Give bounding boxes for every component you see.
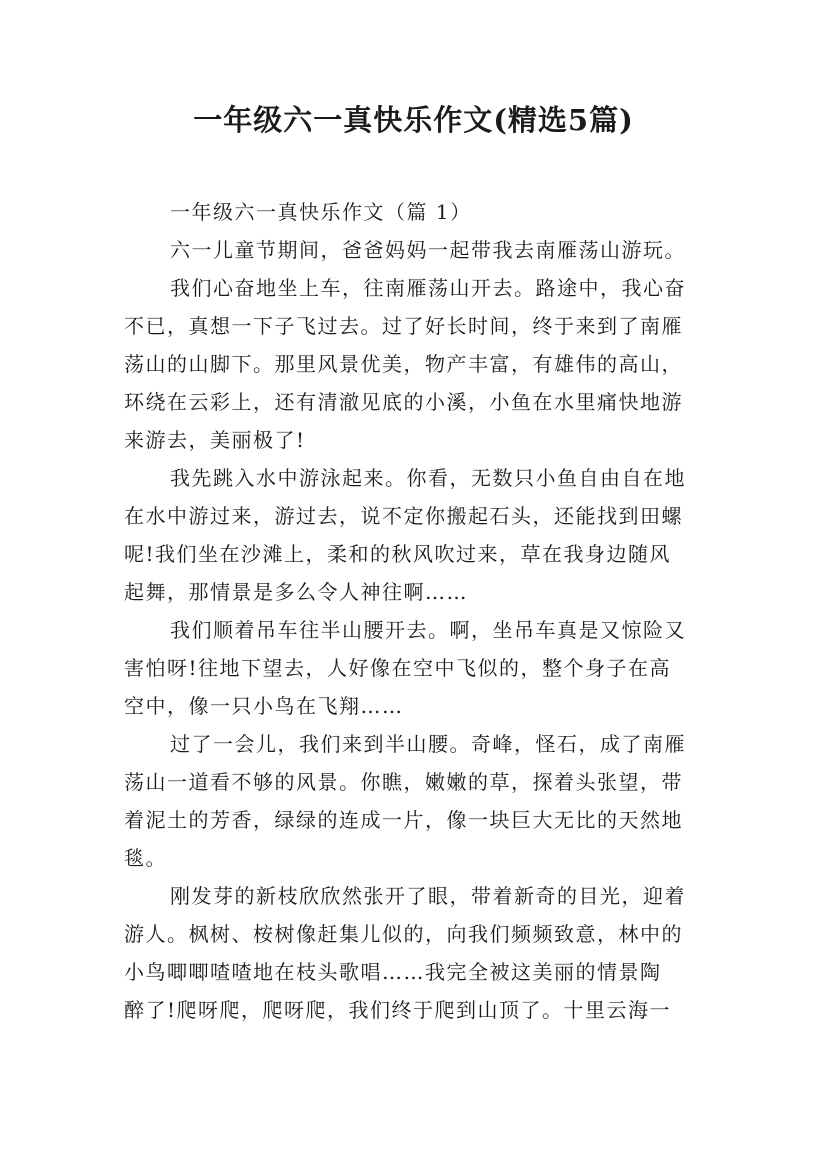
text-line: 起舞，那情景是多么令人神往啊…… xyxy=(124,580,468,604)
paragraph-2 xyxy=(124,269,706,459)
text-line: 我们心奋地坐上车，往南雁荡山开去。路途中，我心奋 xyxy=(170,276,686,300)
text-line: 不已，真想一下子飞过去。过了好长时间，终于来到了南雁 xyxy=(124,314,683,338)
text-line: 荡山一道看不够的风景。你瞧，嫩嫩的草，探着头张望，带 xyxy=(124,770,683,794)
text-line: 六一儿童节期间，爸爸妈妈一起带我去南雁荡山游玩。 xyxy=(170,238,686,262)
text-line: 呢!我们坐在沙滩上，柔和的秋风吹过来，草在我身边随风 xyxy=(124,542,672,566)
text-line: 毯。 xyxy=(124,846,167,870)
text-line: 小鸟唧唧喳喳地在枝头歌唱……我完全被这美丽的情景陶 xyxy=(124,960,662,984)
text-line: 醉了!爬呀爬，爬呀爬，我们终于爬到山顶了。十里云海一 xyxy=(124,998,672,1022)
paragraph-4 xyxy=(124,611,706,725)
text-line: 来游去，美丽极了! xyxy=(124,428,306,452)
text-line: 环绕在云彩上，还有清澈见底的小溪，小鱼在水里痛快地游 xyxy=(124,390,683,414)
text-line: 空中，像一只小鸟在飞翔…… xyxy=(124,694,404,718)
paragraph-5 xyxy=(124,725,706,877)
section-heading: 一年级六一真快乐作文（篇 1） xyxy=(170,200,472,224)
text-line: 游人。枫树、桉树像赶集儿似的，向我们频频致意，林中的 xyxy=(124,922,683,946)
text-line: 荡山的山脚下。那里风景优美，物产丰富，有雄伟的高山， xyxy=(124,352,683,376)
text-line: 我们顺着吊车往半山腰开去。啊，坐吊车真是又惊险又 xyxy=(170,618,686,642)
document-title: 一年级六一真快乐作文(精选5篇) xyxy=(193,103,634,137)
paragraph-3 xyxy=(124,459,706,611)
text-line: 着泥土的芳香，绿绿的连成一片，像一块巨大无比的天然地 xyxy=(124,808,683,832)
paragraph-6 xyxy=(124,877,706,1029)
document-body xyxy=(124,193,706,1029)
text-line: 我先跳入水中游泳起来。你看，无数只小鱼自由自在地 xyxy=(170,466,686,490)
text-line: 在水中游过来，游过去，说不定你搬起石头，还能找到田螺 xyxy=(124,504,683,528)
paragraph-1 xyxy=(124,231,706,269)
text-line: 害怕呀!往地下望去，人好像在空中飞似的，整个身子在高 xyxy=(124,656,672,680)
text-line: 过了一会儿，我们来到半山腰。奇峰，怪石，成了南雁 xyxy=(170,732,686,756)
text-line: 刚发芽的新枝欣欣然张开了眼，带着新奇的目光，迎着 xyxy=(170,884,686,908)
